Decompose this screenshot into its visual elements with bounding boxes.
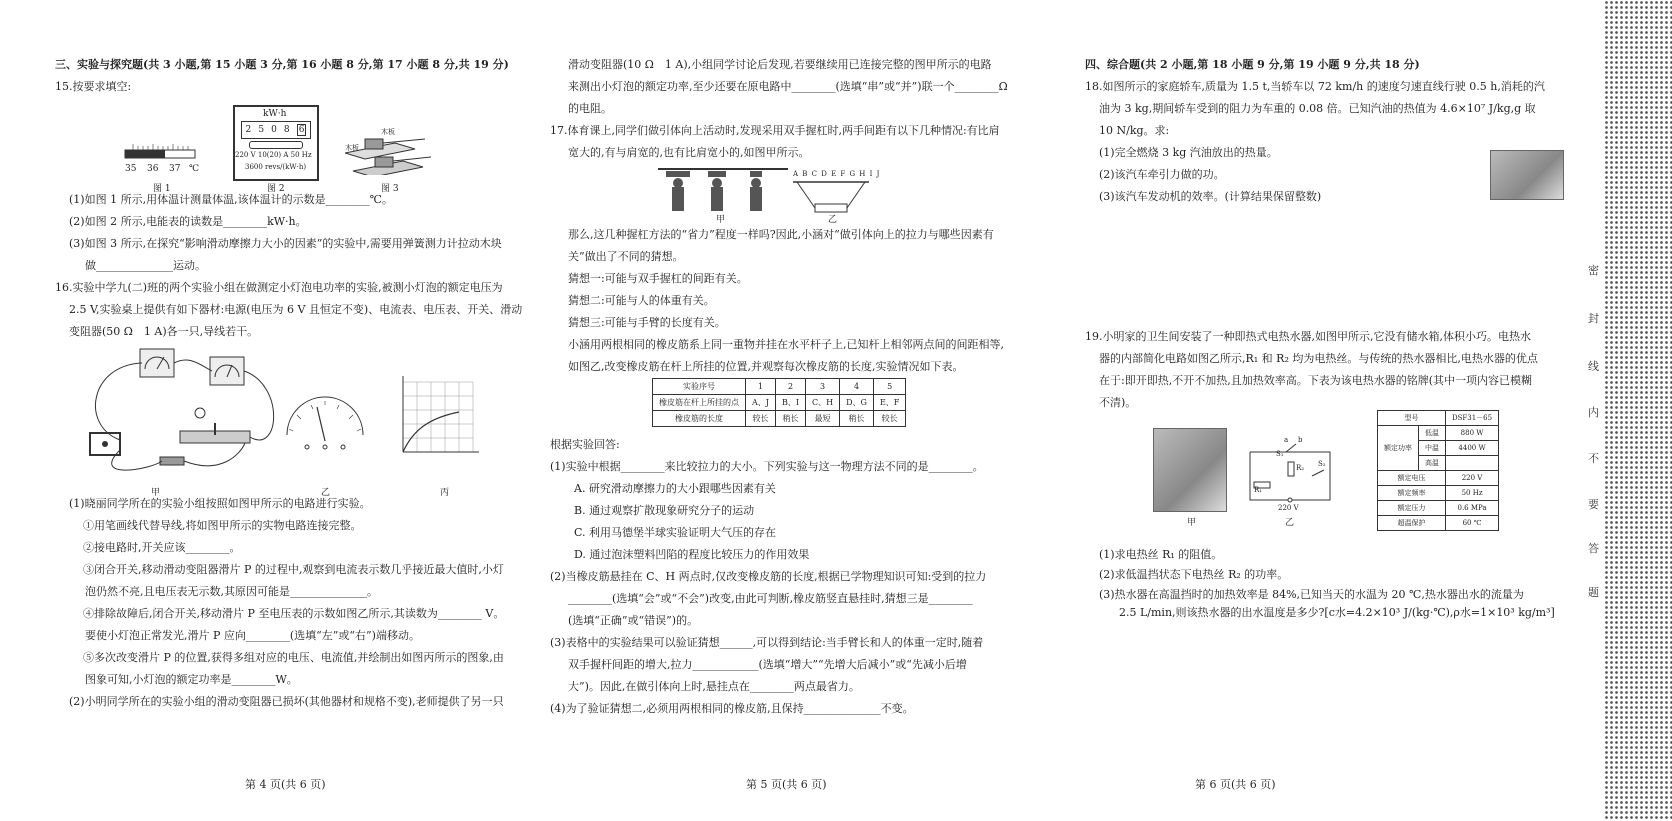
q18-text-1: 18.如图所示的家庭轿车,质量为 1.5 t,当轿车以 72 km/h 的速度匀速直线行驶 0.5 h,消耗的汽 [1085,80,1545,93]
q16-2-cont-3: 的电阻。 [568,102,612,115]
page-6 [1085,0,1565,821]
table-row [653,411,906,427]
table-row [1378,471,1499,486]
q17-text-2: 宽大的,有与肩宽的,也有比肩宽小的,如图甲所示。 [568,146,810,159]
q16-text-3: 变阻器(50 Ω 1 A)各一只,导线若干。 [69,325,259,338]
table-cell: 60 ℃ [1446,516,1499,531]
table-row [653,395,906,411]
q19-2: (2)求低温挡状态下电热丝 R₂ 的功率。 [1099,568,1289,581]
table-cell: 额定功率 [1378,426,1419,471]
voltage-label: 220 V [1278,504,1299,512]
q19-3: (3)热水器在高温挡时的加热效率是 84%,已知当天的水温为 20 ℃,热水器出水的流量为 [1099,588,1524,601]
table-row [1378,486,1499,501]
q19-text-1: 19.小明家的卫生间安装了一种即热式电热水器,如图甲所示,它没有储水箱,体积小巧。电热水 [1085,330,1531,343]
q17-text-4: 关”做出了不同的猜想。 [568,250,684,263]
guess-2: 猜想二:可能与人的体重有关。 [568,294,715,307]
table-cell: 较长 [873,411,905,427]
seal-char: 题 [1588,586,1599,599]
fig-bing-caption: 丙 [440,488,450,498]
thermometer-figure [123,140,203,180]
fig-yi-caption: 乙 [1285,518,1295,528]
q15-3: (3)如图 3 所示,在探究“影响滑动摩擦力大小的因素”的实验中,需要用弹簧测力计拉动木块 [69,237,502,250]
table-cell [1446,456,1499,471]
wood-label: 木板 [345,144,359,152]
q15-title: 15.按要求填空: [55,80,132,93]
q17-1: (1)实验中根据________来比较拉力的大小。下列实验与这一物理方法不同的是________。 [550,460,984,473]
thermo-tick-36: 36 [147,164,159,174]
table-cell: 880 W [1446,426,1499,441]
q18-text-3: 10 N/kg。求: [1099,124,1170,137]
q19-text-4: 不清)。 [1099,396,1137,409]
table-cell: 橡皮筋在杆上所挂的点 [653,395,746,411]
q17-4: (4)为了验证猜想二,必须用两根相同的橡皮筋,且保持______________不变。 [550,702,914,715]
option-d: D. 通过泡沫塑料凹陷的程度比较压力的作用效果 [574,548,810,561]
table-cell: 额定电压 [1378,471,1446,486]
fig-yi-caption: 乙 [828,215,838,225]
q16-text-2: 2.5 V,实验桌上提供有如下器材:电源(电压为 6 V 且恒定不变)、电流表、电压表、开关、滑动 [69,303,523,316]
q16-1: (1)晓丽同学所在的实验小组按照如图甲所示的电路进行实验。 [69,497,371,510]
q16-1-a: ①用笔画线代替导线,将如图甲所示的实物电路连接完整。 [83,519,362,532]
table-cell: 220 V [1446,471,1499,486]
table-cell: B、I [775,395,805,411]
wood-label: 木板 [381,128,395,136]
seal-char: 内 [1588,406,1599,419]
table-cell: 4 [840,379,874,395]
meter-digit: 0 [271,125,277,135]
q18-text-2: 油为 3 kg,期间轿车受到的阻力为车重的 0.08 倍。已知汽油的热值为 4.6×10⁷ J/kg,g 取 [1099,102,1536,115]
table-cell: 橡皮筋的长度 [653,411,746,427]
guess-3: 猜想三:可能与手臂的长度有关。 [568,316,726,329]
seal-char: 答 [1588,542,1599,555]
q15-3-cont: 做______________运动。 [85,259,206,272]
option-c: C. 利用马德堡半球实验证明大气压的存在 [574,526,777,539]
table-cell: A、J [746,395,776,411]
table-cell: 低温 [1419,426,1446,441]
section-3-heading: 三、实验与探究题(共 3 小题,第 15 小题 3 分,第 16 小题 8 分,第 17 小题 8 分,共 19 分) [55,58,509,71]
water-heater-photo [1153,428,1227,512]
thermo-tick-37: 37 [169,164,181,174]
table-cell: 稍长 [775,411,805,427]
heater-circuit-figure [1240,436,1340,515]
page-5-footer: 第 5 页(共 6 页) [746,778,827,791]
q18-1: (1)完全燃烧 3 kg 汽油放出的热量。 [1099,146,1278,159]
q16-1-c: ③闭合开关,移动滑动变阻器滑片 P 的过程中,观察到电流表示数几乎接近最大值时,小灯 [83,563,504,576]
table-row [1378,516,1499,531]
q17-text-3: 那么,这几种握杠方法的“省力”程度一样吗?因此,小涵对“做引体向上的拉力与哪些因素有 [568,228,994,241]
table-row [653,379,906,395]
table-cell: 高温 [1419,456,1446,471]
fig-jia-caption: 甲 [151,488,161,498]
nameplate-table [1377,410,1499,531]
q17-2: (2)当橡皮筋悬挂在 C、H 两点时,仅改变橡皮筋的长度,根据已学物理知识可知:受到的拉力 [550,570,987,583]
q15-2: (2)如图 2 所示,电能表的读数是________kW·h。 [69,215,307,228]
fig2-caption: 图 2 [267,184,285,194]
fig-jia-caption: 甲 [716,215,726,225]
meter-digit: 2 [245,125,252,135]
meter-digit: 8 [283,125,290,135]
experiment-table [652,378,906,427]
q17-3-cont-1: 双手握杆间距的增大,拉力____________(选填“增大”“先增大后减小”或“先减小后增 [568,658,967,671]
table-cell: 实验序号 [653,379,746,395]
table-cell: 稍长 [840,411,874,427]
table-cell: 中温 [1419,441,1446,456]
a-label: a [1284,436,1289,444]
q17-2-cont-2: (选填“正确”或“错误”)的。 [568,614,699,627]
q18-2: (2)该汽车牵引力做的功。 [1099,168,1225,181]
q17-text-5: 小涵用两根相同的橡皮筋系上同一重物并挂在水平杆子上,已知杆上相邻两点间的间距相等, [568,338,1004,351]
page-5 [550,0,1058,821]
r2-label: R₂ [1296,464,1305,472]
meter-digit: 5 [258,125,265,135]
q16-text-1: 16.实验中学九(二)班的两个实验小组在做测定小灯泡电功率的实验,被测小灯泡的额定电压为 [55,281,503,294]
table-cell: 2 [775,379,805,395]
fig-yi-caption: 乙 [321,488,331,498]
q15-1: (1)如图 1 所示,用体温计测量体温,该体温计的示数是________℃。 [69,193,393,206]
q17-2-cont-1: ________(选填“会”或“不会”)改变,由此可判断,橡皮筋竖直悬挂时,猜想三是________ [568,592,973,605]
car-photo [1490,150,1564,200]
q16-1-d: ④排除故障后,闭合开关,移动滑片 P 至电压表的示数如图乙所示,其读数为________ V。 [83,607,505,620]
table-cell: 最短 [806,411,840,427]
q16-1-e: ⑤多次改变滑片 P 的位置,获得多组对应的电压、电流值,并绘制出如图丙所示的图象,由 [83,651,504,664]
fig1-caption: 图 1 [153,184,171,194]
q19-text-2: 器的内部简化电路如图乙所示,R₁ 和 R₂ 均为电热丝。与传统的热水器相比,电热水器的优点 [1099,352,1538,365]
table-cell: 5 [873,379,905,395]
voltmeter-dial-figure [277,395,372,450]
table-cell: 超温保护 [1378,516,1446,531]
seal-char: 密 [1588,264,1599,277]
table-row [1378,426,1499,441]
seal-char: 要 [1588,498,1599,511]
iu-graph-figure [393,372,483,462]
seal-char: 不 [1588,452,1599,465]
option-a: A. 研究滑动摩擦力的大小跟哪些因素有关 [574,482,776,495]
rubber-band-rod-figure [793,170,881,212]
b-label: b [1298,436,1303,444]
q16-2: (2)小明同学所在的实验小组的滑动变阻器已损坏(其他器材和规格不变),老师提供了另一只 [69,695,504,708]
seal-char: 封 [1588,312,1599,325]
fig3-caption: 图 3 [381,184,399,194]
q16-2-cont-2: 来测出小灯泡的额定功率,至少还要在原电路中________(选填“串”或“并”)联一个________Ω [568,80,1008,93]
q16-1-d-cont: 要使小灯泡正常发光,滑片 P 应向________(选填“左”或“右”)端移动。 [85,629,420,642]
table-row [1378,411,1499,426]
table-cell: 3 [806,379,840,395]
table-cell: C、H [806,395,840,411]
q19-3-cont: 2.5 L/min,则该热水器的出水温度是多少?[c水=4.2×10³ J/(kg·℃),ρ水=1×10³ kg/m³] [1119,606,1555,619]
option-b: B. 通过观察扩散现象研究分子的运动 [574,504,755,517]
r1-label: R₁ [1254,486,1263,494]
table-cell: 额定压力 [1378,501,1446,516]
s1-label: S₁ [1276,450,1284,458]
table-cell: 1 [746,379,776,395]
table-cell: E、F [873,395,905,411]
table-cell: 4400 W [1446,441,1499,456]
section-4-heading: 四、综合题(共 2 小题,第 18 小题 9 分,第 19 小题 9 分,共 18 分) [1085,58,1420,71]
table-cell: 额定频率 [1378,486,1446,501]
thermo-tick-unit: ℃ [189,164,200,174]
electric-meter-figure [233,105,319,181]
seal-char: 线 [1588,360,1599,373]
table-row [1378,501,1499,516]
table-cell: 型号 [1378,411,1446,426]
q17-text-1: 17.体育课上,同学们做引体向上活动时,发现采用双手握杠时,两手间距有以下几种情况:有比肩 [550,124,1000,137]
page-4-footer: 第 4 页(共 6 页) [245,778,326,791]
q16-2-cont-1: 滑动变阻器(10 Ω 1 A),小组同学讨论后发现,若要继续用已连接完整的图甲所示的电路 [568,58,992,71]
q16-1-e-cont: 图象可知,小灯泡的额定功率是________W。 [85,673,298,686]
page-4 [55,0,530,821]
thermo-tick-35: 35 [125,164,137,174]
guess-1: 猜想一:可能与双手握杠的间距有关。 [568,272,748,285]
meter-unit: kW·h [263,109,287,119]
friction-experiment-figure [345,125,435,175]
pullup-figure [658,165,788,215]
meter-spec-2: 3600 revs/(kW·h) [245,163,307,171]
table-cell: DSF31－65 [1446,411,1499,426]
q16-1-b: ②接电路时,开关应该________。 [83,541,241,554]
table-cell: 0.6 MPa [1446,501,1499,516]
q18-3: (3)该汽车发动机的效率。(计算结果保留整数) [1099,190,1322,203]
binding-pattern [1604,0,1672,821]
q17-3: (3)表格中的实验结果可以验证猜想______,可以得到结论:当手臂长和人的体重一定时,随着 [550,636,984,649]
meter-spec-1: 220 V 10(20) A 50 Hz [235,151,312,159]
page-6-footer: 第 6 页(共 6 页) [1195,778,1276,791]
meter-digit-decimal: 6 [298,125,305,135]
fig-jia-caption: 甲 [1187,518,1197,528]
s2-label: S₂ [1318,460,1326,468]
q16-1-c-cont: 泡仍然不亮,且电压表无示数,其原因可能是______________。 [85,585,378,598]
table-cell: 较长 [746,411,776,427]
table-cell: 50 Hz [1446,486,1499,501]
q19-text-3: 在于:即开即热,不开不加热,且加热效率高。下表为该电热水器的铭牌(其中一项内容已模糊 [1099,374,1532,387]
q17-3-cont-2: 大”)。因此,在做引体向上时,悬挂点在________两点最省力。 [568,680,860,693]
q17-text-6: 如图乙,改变橡皮筋在杆上所挂的位置,并观察每次橡皮筋的长度,实验情况如下表。 [568,360,964,373]
rod-point-letters: A B C D E F G H I J [793,170,881,178]
table-cell: D、G [840,395,874,411]
answer-heading: 根据实验回答: [550,438,620,451]
circuit-figure-a [80,345,285,480]
q19-1: (1)求电热丝 R₁ 的阻值。 [1099,548,1223,561]
